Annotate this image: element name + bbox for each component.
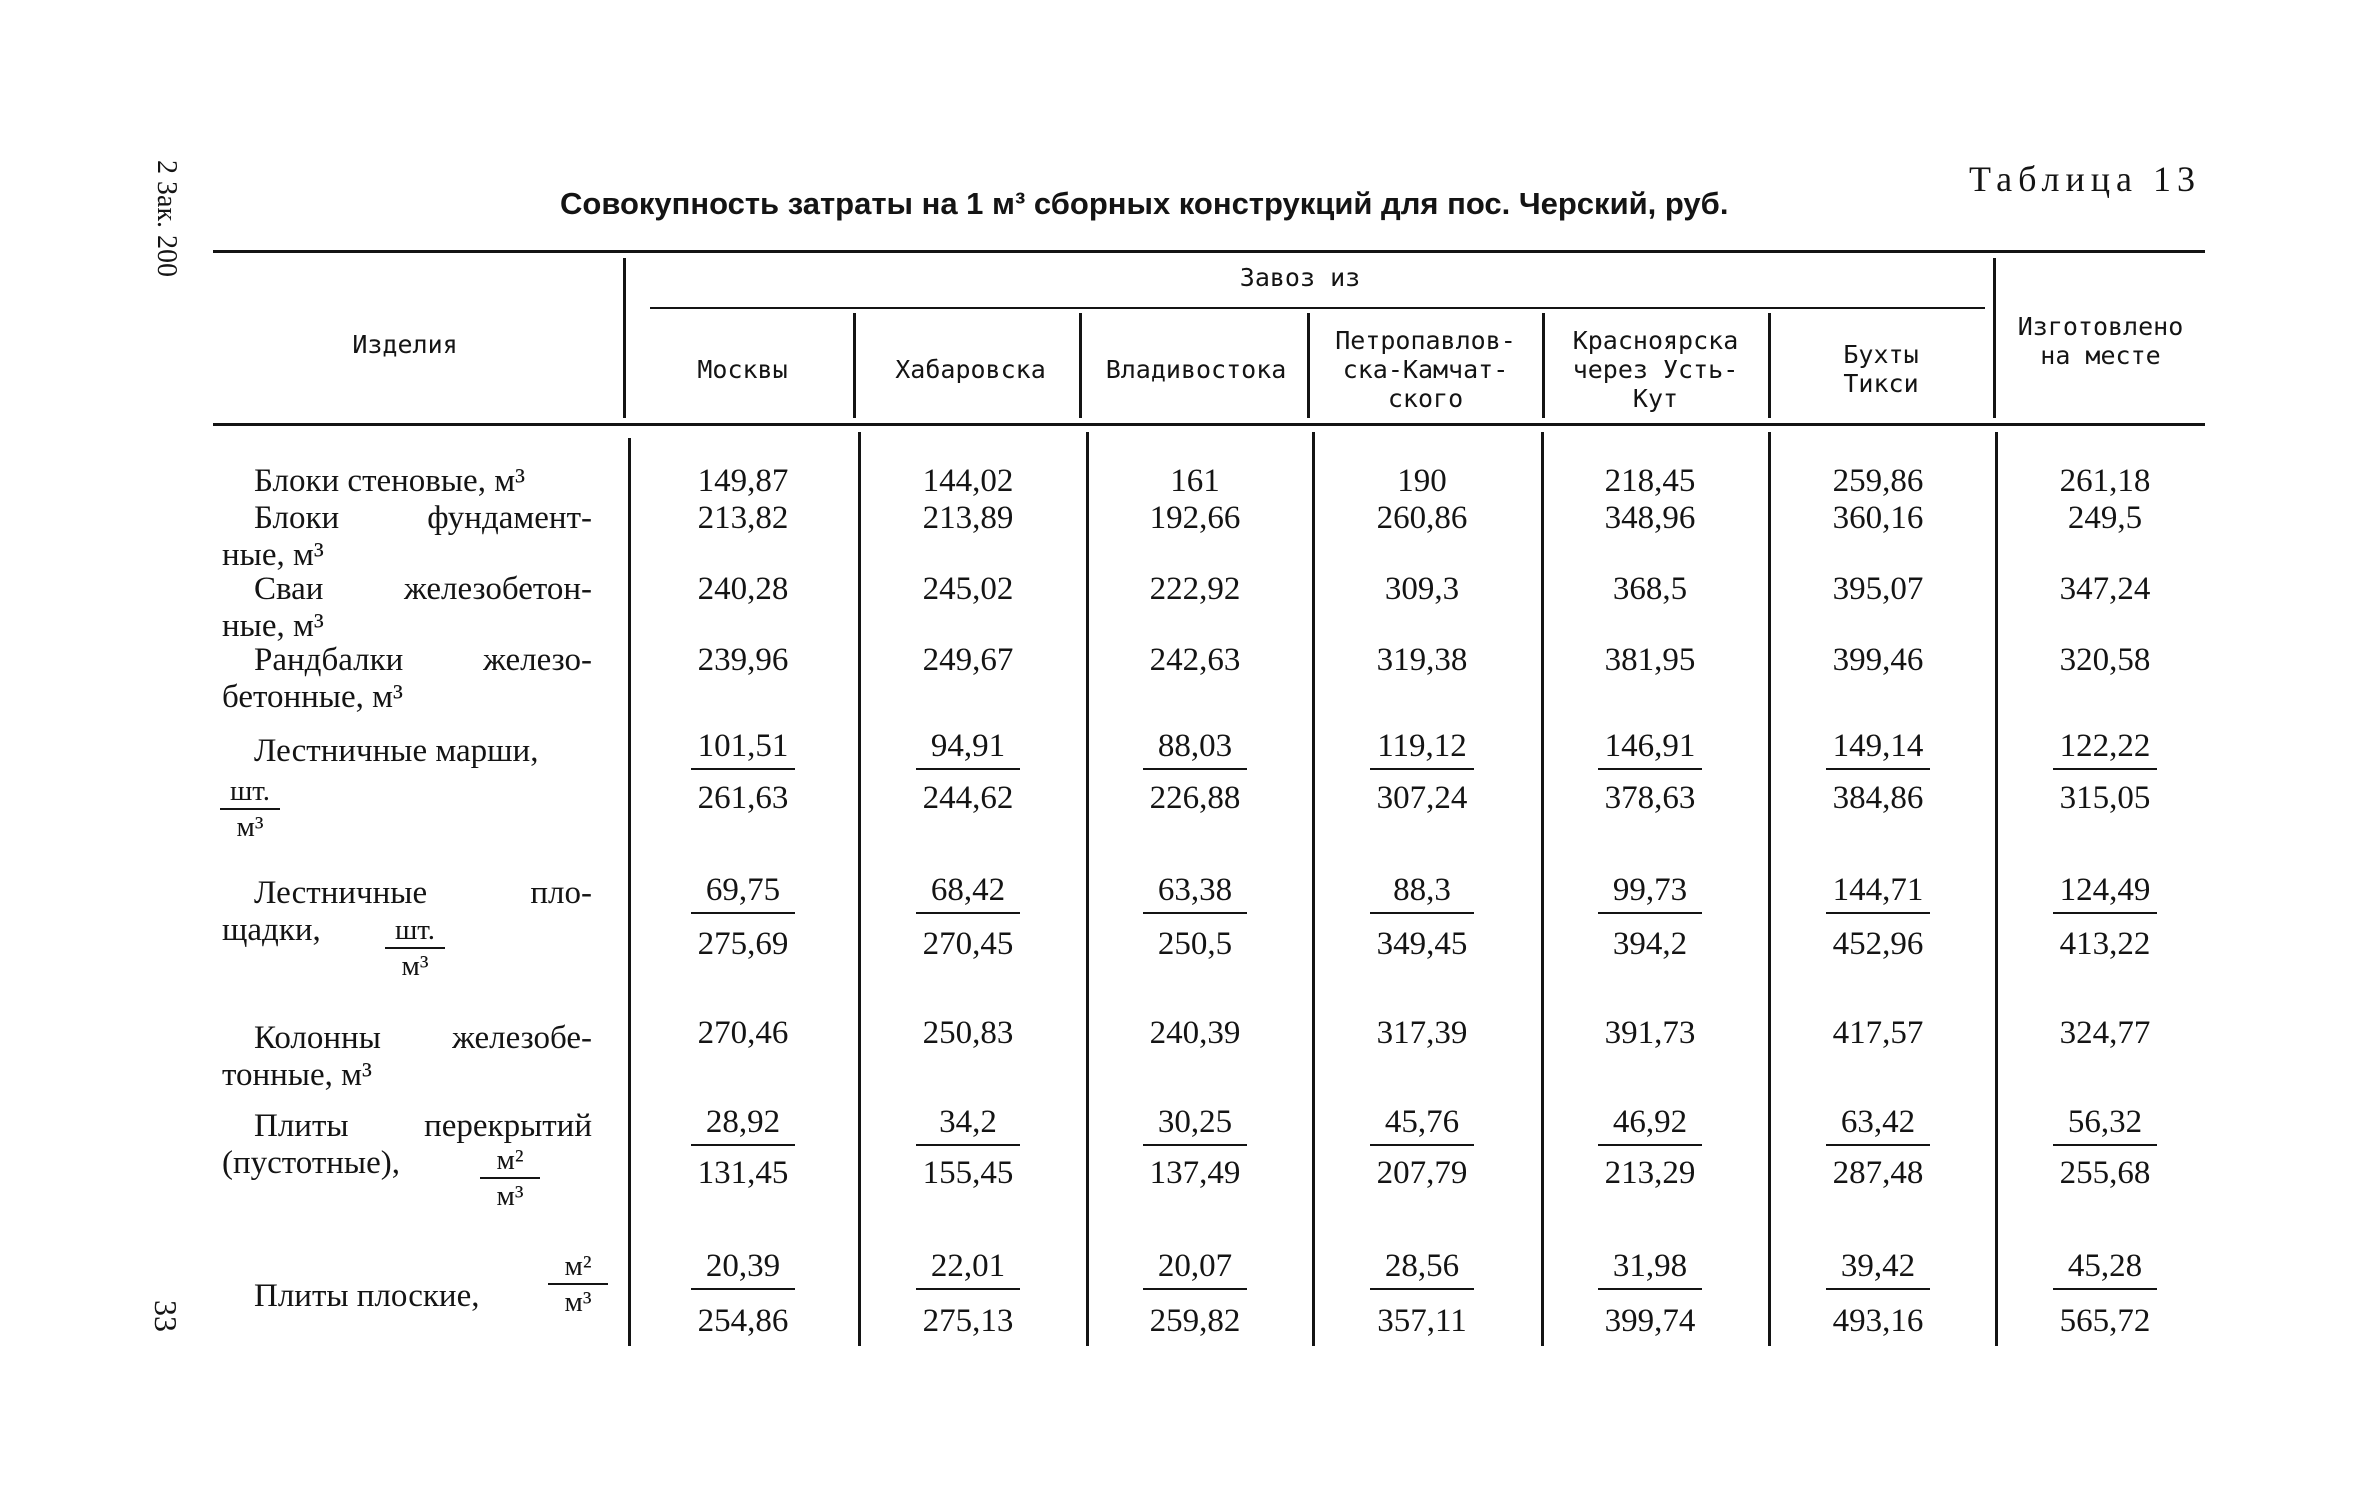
value-per-m3: 413,22 bbox=[2059, 926, 2151, 962]
value-per-unit: 99,73 bbox=[1598, 872, 1702, 914]
row-label-wrap bbox=[222, 500, 592, 537]
value-per-m3: 357,11 bbox=[1377, 1303, 1467, 1339]
row-label-word: перекрытий bbox=[424, 1108, 592, 1144]
unit-numerator: м² bbox=[564, 1250, 592, 1282]
row-label-line: тонные, м³ bbox=[222, 1057, 372, 1093]
value-cell: 270,46 bbox=[697, 1015, 789, 1051]
row-label-word: пло- bbox=[530, 875, 592, 911]
value-per-unit: 45,76 bbox=[1370, 1104, 1474, 1146]
value-cell: 261,18 bbox=[2059, 463, 2151, 499]
unit-denominator: м³ bbox=[496, 1180, 524, 1212]
column-header-petropavlovsk bbox=[1313, 326, 1538, 413]
table-title: Совокупность затраты на 1 м³ сборных конструкций для пос. Черский, руб. bbox=[560, 186, 1729, 221]
value-cell: 249,67 bbox=[922, 642, 1014, 678]
value-cell: 348,96 bbox=[1604, 500, 1696, 536]
value-cell: 317,39 bbox=[1376, 1015, 1468, 1051]
value-per-m3: 244,62 bbox=[922, 780, 1014, 816]
value-per-unit: 22,01 bbox=[916, 1248, 1020, 1290]
value-per-unit: 146,91 bbox=[1598, 728, 1702, 770]
value-per-unit: 69,75 bbox=[691, 872, 795, 914]
value-cell: 245,02 bbox=[922, 571, 1014, 607]
row-label bbox=[222, 1020, 592, 1094]
value-cell: 399,46 bbox=[1832, 642, 1924, 678]
value-per-m3: 137,49 bbox=[1149, 1155, 1241, 1191]
row-label-wrap bbox=[222, 1020, 592, 1057]
row-label-wrap bbox=[222, 608, 592, 645]
value-cell: 218,45 bbox=[1604, 463, 1696, 499]
value-cell: 368,5 bbox=[1612, 571, 1688, 607]
unit-bar bbox=[480, 1177, 540, 1179]
value-cell: 222,92 bbox=[1149, 571, 1241, 607]
row-label-line bbox=[254, 642, 592, 679]
value-per-unit: 34,2 bbox=[916, 1104, 1020, 1146]
header-divider bbox=[1307, 313, 1310, 418]
unit-denominator: м³ bbox=[564, 1286, 592, 1318]
value-cell: 190 bbox=[1397, 463, 1447, 499]
column-header-line: Хабаровска bbox=[895, 355, 1046, 384]
value-cell: 239,96 bbox=[697, 642, 789, 678]
row-unit-fraction bbox=[385, 914, 445, 982]
value-per-unit: 46,92 bbox=[1598, 1104, 1702, 1146]
value-per-unit: 68,42 bbox=[916, 872, 1020, 914]
value-per-m3: 315,05 bbox=[2059, 780, 2151, 816]
row-label-line bbox=[254, 1108, 592, 1145]
column-header-line: на месте bbox=[2040, 341, 2161, 370]
value-per-unit: 28,92 bbox=[691, 1104, 795, 1146]
value-per-m3: 259,82 bbox=[1149, 1303, 1241, 1339]
column-header-line: Бухты bbox=[1843, 340, 1919, 369]
row-label-word: железобетон- bbox=[403, 571, 592, 607]
publisher-note: 2 Зак. 200 bbox=[151, 160, 182, 278]
header-divider bbox=[853, 313, 856, 418]
column-header-moscow bbox=[640, 355, 845, 384]
value-per-m3: 226,88 bbox=[1149, 780, 1241, 816]
value-per-m3: 349,45 bbox=[1376, 926, 1468, 962]
row-label-wrap bbox=[222, 1278, 592, 1315]
row-label-wrap bbox=[222, 463, 592, 500]
row-label-line bbox=[254, 500, 592, 537]
column-header-line: Тикси bbox=[1843, 369, 1919, 398]
value-per-m3: 213,29 bbox=[1604, 1155, 1696, 1191]
value-per-m3: 255,68 bbox=[2059, 1155, 2151, 1191]
value-cell: 319,38 bbox=[1376, 642, 1468, 678]
value-per-m3: 452,96 bbox=[1832, 926, 1924, 962]
row-label bbox=[222, 733, 592, 770]
value-per-unit: 94,91 bbox=[916, 728, 1020, 770]
column-header-line: Изготовлено bbox=[2017, 312, 2184, 341]
value-cell: 240,39 bbox=[1149, 1015, 1241, 1051]
value-per-m3: 275,13 bbox=[922, 1303, 1014, 1339]
value-cell: 242,63 bbox=[1149, 642, 1241, 678]
value-cell: 347,24 bbox=[2059, 571, 2151, 607]
value-per-unit: 63,38 bbox=[1143, 872, 1247, 914]
body-divider bbox=[858, 432, 861, 1346]
column-header-line: ска-Камчат- bbox=[1342, 355, 1509, 384]
row-label-wrap bbox=[222, 733, 592, 770]
column-header-line: ского bbox=[1387, 384, 1464, 413]
row-label-word: Блоки bbox=[254, 500, 340, 536]
row-label-line: ные, м³ bbox=[222, 537, 324, 573]
row-label-wrap bbox=[222, 537, 592, 574]
value-per-unit: 20,39 bbox=[691, 1248, 795, 1290]
value-per-unit: 122,22 bbox=[2053, 728, 2157, 770]
column-header-tiksi bbox=[1770, 340, 1992, 398]
column-header-khabarovsk bbox=[868, 355, 1073, 384]
value-per-unit: 63,42 bbox=[1826, 1104, 1930, 1146]
value-per-m3: 565,72 bbox=[2059, 1303, 2151, 1339]
value-per-m3: 307,24 bbox=[1376, 780, 1468, 816]
body-divider bbox=[1086, 432, 1089, 1346]
row-label-word: Колонны bbox=[254, 1020, 381, 1056]
unit-bar bbox=[548, 1283, 608, 1285]
value-per-m3: 378,63 bbox=[1604, 780, 1696, 816]
value-per-m3: 270,45 bbox=[922, 926, 1014, 962]
row-label-wrap bbox=[222, 571, 592, 608]
row-label-wrap bbox=[222, 1108, 592, 1145]
page-number: 33 bbox=[148, 1300, 184, 1332]
delivery-rule bbox=[650, 307, 1985, 309]
body-divider bbox=[1312, 432, 1315, 1346]
table-top-rule bbox=[213, 250, 2205, 253]
value-cell: 259,86 bbox=[1832, 463, 1924, 499]
value-per-m3: 155,45 bbox=[922, 1155, 1014, 1191]
row-label bbox=[222, 571, 592, 645]
value-per-m3: 250,5 bbox=[1157, 926, 1233, 962]
value-per-unit: 144,71 bbox=[1826, 872, 1930, 914]
header-divider bbox=[623, 258, 626, 418]
row-label-word: железобе- bbox=[452, 1020, 592, 1056]
header-delivery: Завоз из bbox=[1239, 263, 1361, 292]
row-label-line: бетонные, м³ bbox=[222, 679, 403, 715]
value-cell: 381,95 bbox=[1604, 642, 1696, 678]
row-unit-fraction bbox=[548, 1250, 608, 1318]
value-per-m3: 275,69 bbox=[697, 926, 789, 962]
header-product: Изделия bbox=[352, 330, 458, 359]
row-label-line: (пустотные), bbox=[222, 1145, 400, 1181]
value-per-unit: 101,51 bbox=[691, 728, 795, 770]
value-per-unit: 39,42 bbox=[1826, 1248, 1930, 1290]
unit-numerator: шт. bbox=[394, 914, 436, 946]
row-label-line bbox=[254, 1020, 592, 1057]
row-label-word: фундамент- bbox=[427, 500, 592, 536]
value-per-m3: 493,16 bbox=[1832, 1303, 1924, 1339]
unit-denominator: м³ bbox=[401, 950, 429, 982]
value-cell: 395,07 bbox=[1832, 571, 1924, 607]
body-divider bbox=[1541, 432, 1544, 1346]
value-per-unit: 30,25 bbox=[1143, 1104, 1247, 1146]
row-label-line: щадки, bbox=[222, 912, 321, 948]
row-label-word: железо- bbox=[483, 642, 592, 678]
value-per-m3: 131,45 bbox=[697, 1155, 789, 1191]
row-label-line bbox=[254, 571, 592, 608]
value-cell: 391,73 bbox=[1604, 1015, 1696, 1051]
row-label-wrap bbox=[222, 1057, 592, 1094]
row-label bbox=[222, 1278, 592, 1315]
row-label-line bbox=[254, 875, 592, 912]
value-per-unit: 20,07 bbox=[1143, 1248, 1247, 1290]
body-divider bbox=[1995, 432, 1998, 1346]
column-header-line: Красноярска bbox=[1572, 326, 1739, 355]
value-cell: 250,83 bbox=[922, 1015, 1014, 1051]
value-per-unit: 88,03 bbox=[1143, 728, 1247, 770]
row-label-line: Плиты плоские, bbox=[254, 1278, 480, 1314]
body-divider bbox=[1768, 432, 1771, 1346]
row-label-wrap bbox=[222, 679, 592, 716]
unit-bar bbox=[385, 947, 445, 949]
value-cell: 149,87 bbox=[697, 463, 789, 499]
value-cell: 213,82 bbox=[697, 500, 789, 536]
row-label bbox=[222, 500, 592, 574]
value-per-m3: 254,86 bbox=[697, 1303, 789, 1339]
value-per-unit: 124,49 bbox=[2053, 872, 2157, 914]
table-label: Таблица 13 bbox=[1969, 159, 2201, 199]
value-cell: 161 bbox=[1170, 463, 1220, 499]
value-per-unit: 28,56 bbox=[1370, 1248, 1474, 1290]
value-cell: 213,89 bbox=[922, 500, 1014, 536]
row-label-line: Блоки стеновые, м³ bbox=[254, 463, 525, 499]
column-header-line: Кут bbox=[1632, 384, 1679, 413]
value-cell: 309,3 bbox=[1384, 571, 1460, 607]
value-cell: 144,02 bbox=[922, 463, 1014, 499]
unit-numerator: шт. bbox=[229, 775, 271, 807]
unit-denominator: м³ bbox=[236, 811, 264, 843]
row-label-word: Лестничные bbox=[254, 875, 428, 911]
row-label-line: Лестничные марши, bbox=[254, 733, 539, 769]
value-cell: 360,16 bbox=[1832, 500, 1924, 536]
value-per-m3: 384,86 bbox=[1832, 780, 1924, 816]
value-cell: 249,5 bbox=[2067, 500, 2143, 536]
body-divider bbox=[628, 438, 631, 1346]
header-divider bbox=[1079, 313, 1082, 418]
row-label bbox=[222, 642, 592, 716]
value-per-unit: 149,14 bbox=[1826, 728, 1930, 770]
column-header-vladivostok bbox=[1085, 355, 1307, 384]
value-per-unit: 45,28 bbox=[2053, 1248, 2157, 1290]
row-label-wrap bbox=[222, 642, 592, 679]
unit-numerator: м² bbox=[496, 1144, 524, 1176]
value-per-unit: 88,3 bbox=[1370, 872, 1474, 914]
row-label-wrap bbox=[222, 875, 592, 912]
value-per-unit: 56,32 bbox=[2053, 1104, 2157, 1146]
header-bottom-rule bbox=[213, 423, 2205, 426]
column-header-line: Петропавлов- bbox=[1335, 326, 1516, 355]
value-cell: 260,86 bbox=[1376, 500, 1468, 536]
unit-bar bbox=[220, 808, 280, 810]
value-per-m3: 207,79 bbox=[1376, 1155, 1468, 1191]
value-cell: 320,58 bbox=[2059, 642, 2151, 678]
row-label-line: ные, м³ bbox=[222, 608, 324, 644]
value-per-m3: 287,48 bbox=[1832, 1155, 1924, 1191]
value-cell: 192,66 bbox=[1149, 500, 1241, 536]
column-header-line: через Усть- bbox=[1572, 355, 1739, 384]
row-label-word: Рандбалки bbox=[254, 642, 404, 678]
column-header-line: Владивостока bbox=[1105, 355, 1287, 384]
value-per-unit: 31,98 bbox=[1598, 1248, 1702, 1290]
value-cell: 240,28 bbox=[697, 571, 789, 607]
row-label-word: Плиты bbox=[254, 1108, 349, 1144]
value-per-unit: 119,12 bbox=[1370, 728, 1474, 770]
header-divider bbox=[1993, 258, 1996, 418]
column-header-krasnoyarsk bbox=[1543, 326, 1768, 413]
value-cell: 417,57 bbox=[1832, 1015, 1924, 1051]
value-cell: 324,77 bbox=[2059, 1015, 2151, 1051]
value-per-m3: 261,63 bbox=[697, 780, 789, 816]
row-label bbox=[222, 463, 592, 500]
column-header-line: Москвы bbox=[697, 355, 788, 384]
column-header-local bbox=[1998, 312, 2203, 370]
value-per-m3: 399,74 bbox=[1604, 1303, 1696, 1339]
row-unit-fraction bbox=[220, 775, 280, 843]
row-unit-fraction bbox=[480, 1144, 540, 1212]
value-per-m3: 394,2 bbox=[1612, 926, 1688, 962]
row-label-word: Сваи bbox=[254, 571, 324, 607]
